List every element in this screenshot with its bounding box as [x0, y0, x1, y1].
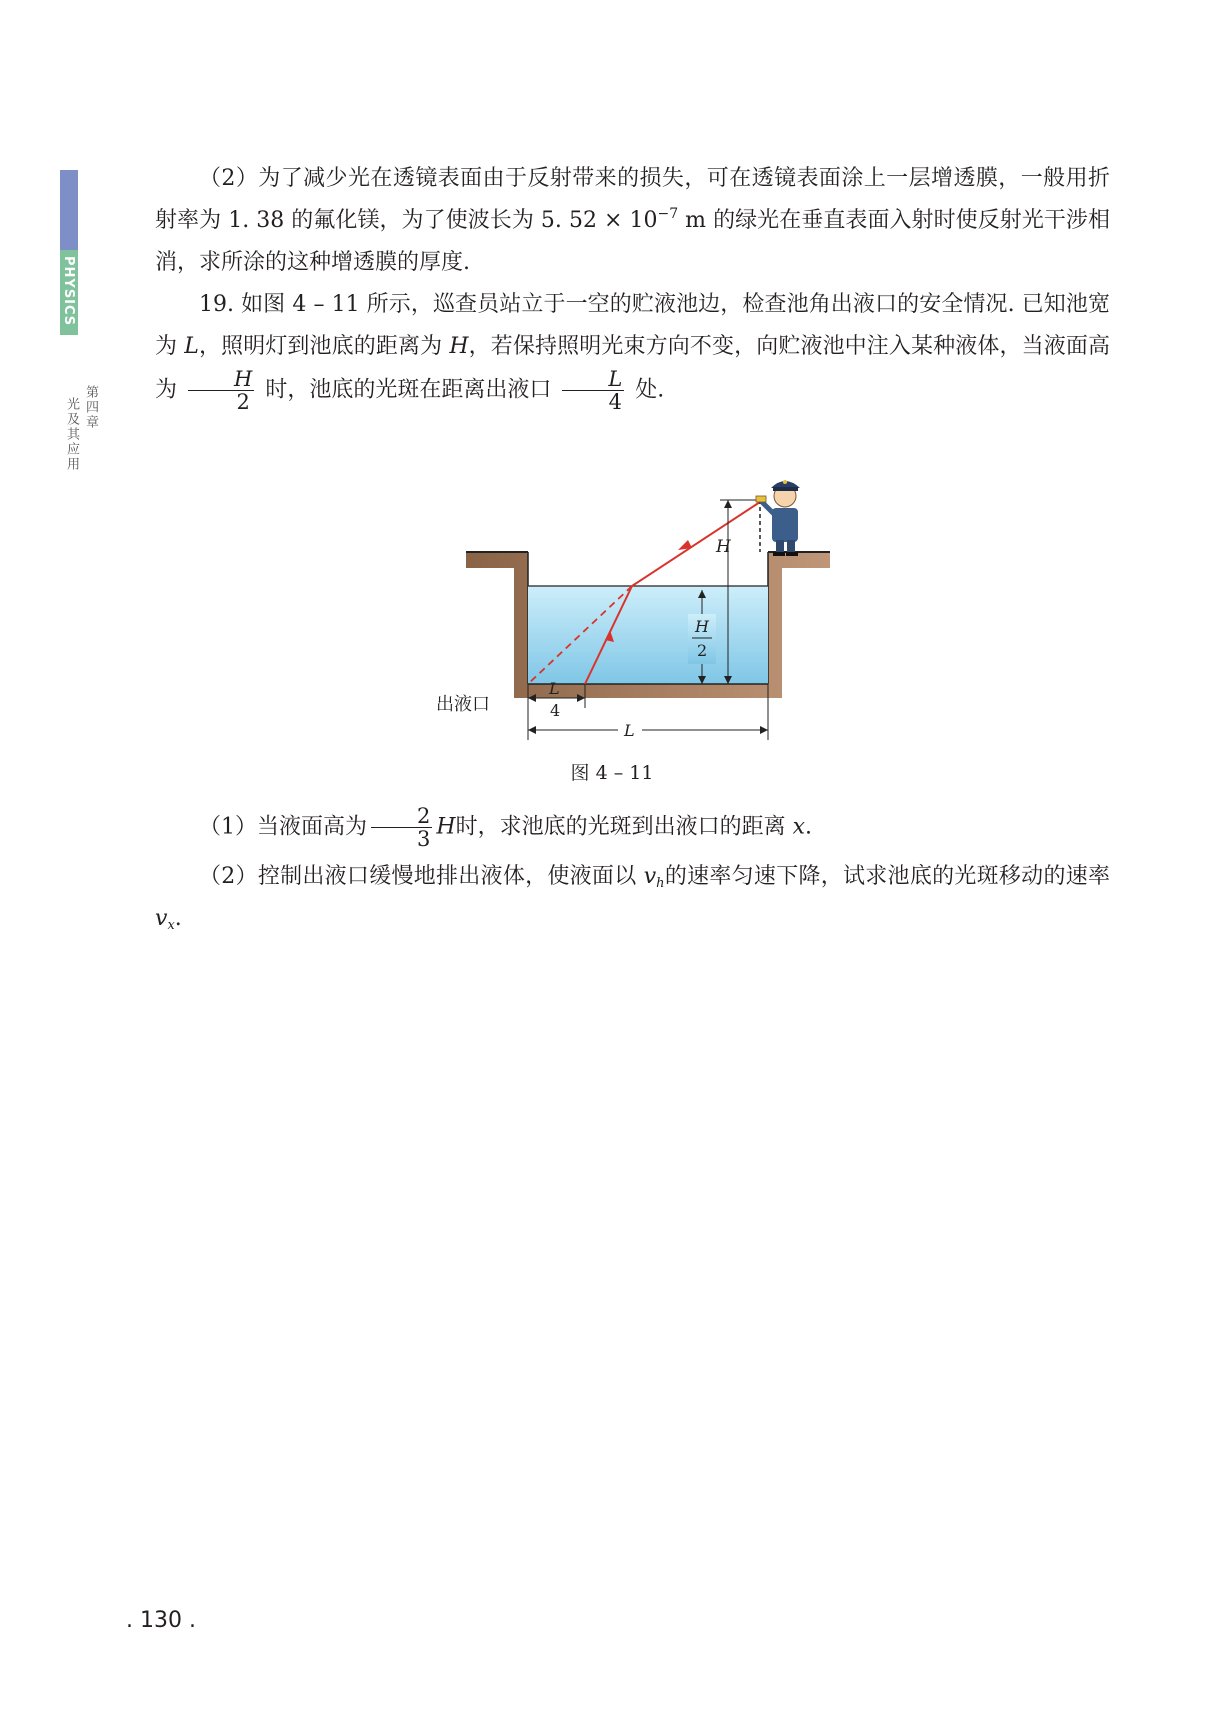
figure-caption: 图 4 – 11 [570, 762, 654, 784]
page-number: . 130 . [126, 1608, 196, 1633]
question-19: 19. 如图 4 – 11 所示，巡查员站立于一空的贮液池边，检查池角出液口的安全情况. 已知池宽为 L，照明灯到池底的距离为 H，若保持照明光束方向不变，向贮液池中注入某种液体，当液面高为 $\frac{H}{2}$ 时，池底的光斑在距离出液口 $\frac{L}{4}$ 处. [155, 292, 1110, 414]
incident-ray [632, 502, 760, 586]
label-l4-den: 4 [550, 701, 561, 720]
liquid [528, 586, 768, 684]
label-l4-num: L [549, 679, 560, 698]
fraction-h-2: $\frac{H}{2}$ [188, 368, 254, 413]
fraction-l-4: $\frac{L}{4}$ [562, 368, 624, 413]
label-h2-num: H [695, 617, 709, 636]
inspector-figure [756, 480, 800, 556]
side-chapter [62, 385, 100, 472]
label-l: L [624, 721, 635, 740]
question-18-2: （2）为了减少光在透镜表面由于反射带来的损失，可在透镜表面涂上一层增透膜，一般用折射率为 1. 38 的氟化镁，为了使波长为 5. $52 \times 10^{-7}$ m 的绿光在垂直表面入射时使反射光干涉相消，求所涂的这种增透膜的厚度. [155, 166, 1110, 275]
text-block-top [155, 158, 1110, 413]
label-h: H [716, 537, 731, 557]
question-19-1: （1）当液面高为 $\frac{2}{3}$ H时，求池底的光斑到出液口的距离 x. [199, 804, 812, 851]
chapter-number: 第四章 [83, 385, 98, 430]
side-tab [60, 170, 78, 335]
chapter-title: 光及其应用 [64, 397, 79, 472]
pool-diagram [430, 450, 850, 750]
fraction-2-3: $\frac{2}{3}$ [371, 805, 432, 850]
outlet-label: 出液口 [436, 694, 490, 715]
side-tab-label: PHYSICS [61, 256, 76, 327]
label-h2-den: 2 [697, 641, 708, 660]
text-block-bottom [155, 805, 1110, 940]
question-19-2: （2）控制出液口缓慢地排出液体，使液面以 $v_h$的速率匀速下降，试求池底的光斑移动的速率 $v_x$. [155, 864, 1110, 933]
